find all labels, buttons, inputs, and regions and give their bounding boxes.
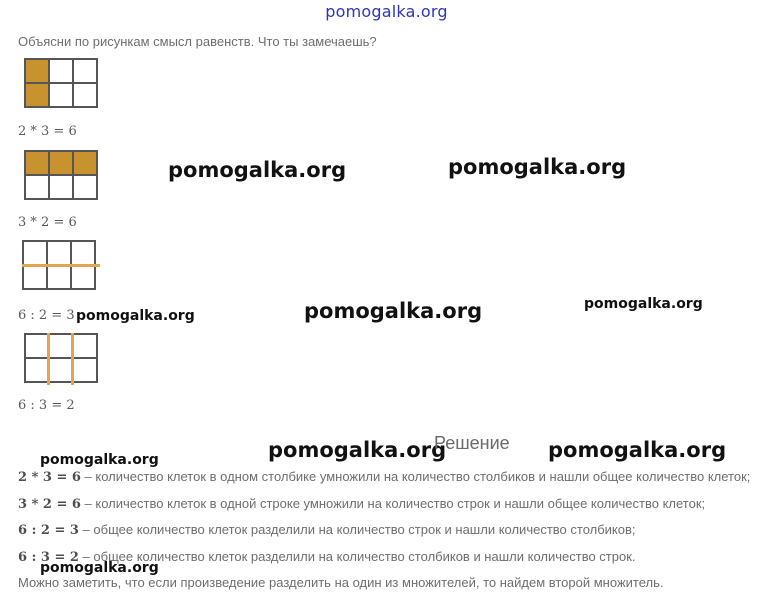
- horizontal-divider-line: [22, 264, 100, 267]
- solution-equation: 2 * 3 = 6: [18, 470, 81, 485]
- solution-line-1: [18, 469, 750, 485]
- watermark: pomogalka.org: [584, 296, 703, 312]
- watermark: pomogalka.org: [448, 155, 627, 179]
- equation-2: 3 * 2 = 6: [18, 215, 77, 230]
- figure-grid-1: [24, 58, 98, 108]
- watermark: pomogalka.org: [168, 158, 347, 182]
- solution-line-2: [18, 496, 705, 512]
- equation-1: 2 * 3 = 6: [18, 124, 77, 139]
- equation-3: 6 : 2 = 3: [18, 308, 75, 323]
- solution-title: Решение: [434, 433, 510, 453]
- watermark: pomogalka.org: [76, 308, 195, 324]
- solution-conclusion: Можно заметить, что если произведение разделить на один из множителей, то найдем второй множитель.: [18, 575, 664, 590]
- solution-equation: 3 * 2 = 6: [18, 497, 81, 512]
- watermark: pomogalka.org: [304, 299, 483, 323]
- solution-equation: 6 : 2 = 3: [18, 523, 79, 538]
- watermark: pomogalka.org: [40, 560, 159, 576]
- figure-grid-2: [24, 150, 98, 200]
- task-text: Объясни по рисункам смысл равенств. Что ты замечаешь?: [18, 34, 377, 49]
- solution-line-3: [18, 522, 636, 538]
- vertical-divider-line: [47, 333, 50, 385]
- solution-equation: 6 : 3 = 2: [18, 550, 79, 565]
- equation-4: 6 : 3 = 2: [18, 398, 75, 413]
- solution-explanation: – количество клеток в одной строке умножили на количество строк и нашли общее количество клеток;: [80, 496, 706, 511]
- watermark: pomogalka.org: [548, 438, 727, 462]
- solution-explanation: – общее количество клеток разделили на количество столбиков и нашли количество строк.: [78, 549, 636, 564]
- solution-line-4: [18, 549, 636, 565]
- solution-explanation: – общее количество клеток разделили на количество строк и нашли количество столбиков;: [78, 522, 636, 537]
- site-header-link[interactable]: pomogalka.org: [325, 2, 448, 21]
- watermark: pomogalka.org: [40, 452, 159, 468]
- watermark: pomogalka.org: [268, 438, 447, 462]
- vertical-divider-line: [71, 333, 74, 385]
- solution-explanation: – количество клеток в одном столбике умножили на количество столбиков и нашли общее количество клеток;: [80, 469, 751, 484]
- figure-grid-4: [24, 333, 98, 383]
